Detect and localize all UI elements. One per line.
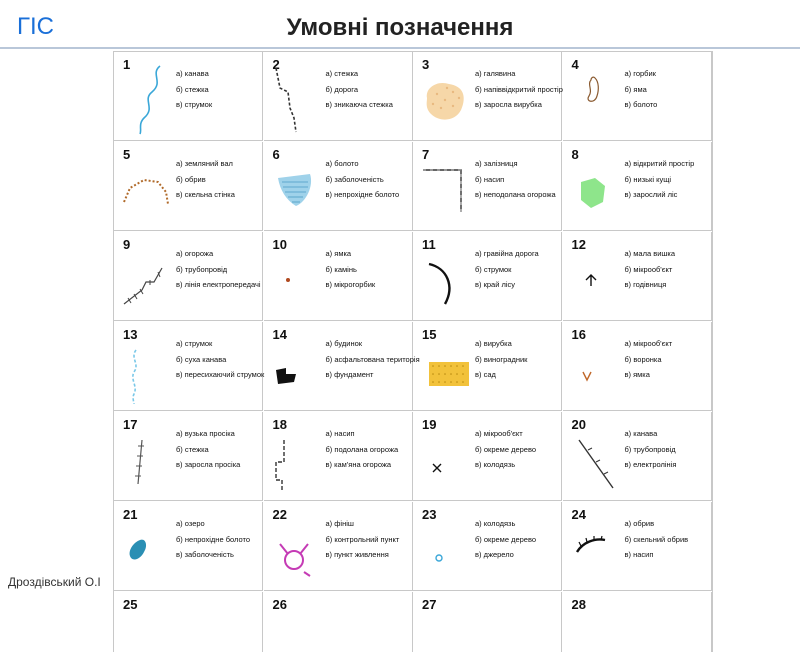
legend-description: [326, 247, 376, 294]
legend-item-label: б) заболоченість: [325, 174, 384, 184]
legend-item-label: б) трубопровід: [624, 444, 676, 454]
cliff-icon: [569, 512, 621, 587]
legend-item-label: в) сад: [475, 370, 496, 379]
legend-item-label: б) струмок: [475, 264, 512, 274]
legend-item-label: б) дорога: [325, 84, 359, 94]
legend-cell: [413, 142, 562, 231]
legend-description: [625, 247, 676, 294]
legend-cell: [264, 592, 413, 652]
legend-cell: [114, 502, 263, 591]
legend-number: 27: [422, 597, 437, 612]
legend-item-label: б) стежка: [176, 84, 209, 94]
legend-cell: [413, 232, 562, 321]
legend-cell: [563, 142, 712, 231]
legend-cell: [114, 232, 263, 321]
legend-cell: [413, 412, 562, 501]
legend-number: 21: [123, 507, 138, 522]
legend-item-label: а) огорожа: [176, 249, 214, 258]
legend-description: [475, 337, 527, 384]
legend-number: 22: [272, 507, 287, 522]
legend-item-label: б) скельний обрив: [624, 534, 689, 544]
well-icon: [419, 512, 471, 587]
legend-description: [475, 247, 539, 294]
knoll-dot-icon: [270, 242, 322, 317]
legend-cell: [114, 412, 263, 501]
legend-item-label: в) годівниця: [624, 280, 667, 289]
legend-description: [176, 427, 240, 474]
legend-description: [625, 67, 658, 114]
legend-cell: [114, 142, 263, 231]
legend-number: 24: [571, 507, 586, 522]
legend-number: 5: [123, 147, 131, 162]
legend-item-label: а) горбик: [624, 69, 656, 78]
legend-item-label: а) струмок: [176, 339, 213, 348]
legend-item-label: в) джерело: [475, 550, 514, 559]
legend-item-label: б) мікрооб'єкт: [624, 264, 673, 274]
legend-number: 16: [571, 327, 586, 342]
legend-description: [326, 67, 393, 114]
gis-label: ГІС: [17, 13, 54, 40]
symbol-icon: [569, 602, 621, 652]
legend-number: 13: [123, 327, 138, 342]
legend-number: 19: [422, 417, 437, 432]
building-icon: [270, 332, 322, 407]
open-area-icon: [569, 152, 621, 227]
legend-description: [475, 157, 556, 204]
legend-description: [475, 67, 563, 114]
legend-item-label: б) яма: [624, 84, 647, 94]
legend-item-label: в) зникаюча стежка: [325, 100, 393, 109]
legend-item-label: в) край лісу: [475, 280, 516, 289]
legend-cell: [563, 322, 712, 411]
legend-item-label: в) колодязь: [475, 460, 516, 469]
legend-item-label: а) фініш: [325, 519, 354, 528]
legend-item-label: б) камінь: [325, 264, 357, 274]
legend-cell: [413, 502, 562, 591]
fence-line-icon: [120, 242, 172, 317]
legend-item-label: в) насип: [624, 550, 654, 559]
page-title: Умовні позначення: [286, 14, 514, 41]
earth-wall-icon: [120, 152, 172, 227]
legend-item-label: а) мікрооб'єкт: [475, 429, 523, 438]
finish-icon: [270, 512, 322, 587]
legend-description: [176, 67, 212, 114]
legend-cell: [264, 232, 413, 321]
legend-item-label: в) кам'яна огорожа: [325, 460, 392, 469]
legend-cell: [563, 52, 712, 141]
legend-item-label: а) ямка: [325, 249, 352, 258]
symbol-icon: [419, 602, 471, 652]
legend-grid: [113, 51, 713, 652]
legend-item-label: а) стежка: [325, 69, 359, 78]
legend-description: [326, 517, 400, 564]
legend-number: 26: [272, 597, 287, 612]
legend-number: 12: [571, 237, 586, 252]
legend-item-label: а) канава: [176, 69, 209, 78]
legend-cell: [563, 412, 712, 501]
legend-item-label: б) воронка: [624, 354, 662, 364]
legend-number: 28: [571, 597, 586, 612]
legend-item-label: а) насип: [325, 429, 355, 438]
author-name: Дроздівський О.І: [8, 575, 101, 589]
legend-item-label: в) електролінія: [624, 460, 677, 469]
orchard-icon: [419, 332, 471, 407]
legend-cell: [264, 52, 413, 141]
legend-item-label: в) ямка: [624, 370, 650, 379]
railway-icon: [419, 152, 471, 227]
legend-description: [625, 427, 677, 474]
legend-item-label: а) гравійна дорога: [475, 249, 539, 258]
legend-item-label: в) пересихаючий струмок: [176, 370, 265, 379]
legend-number: 9: [123, 237, 131, 252]
legend-description: [625, 157, 695, 204]
legend-item-label: в) болото: [624, 100, 658, 109]
legend-item-label: в) заросла просіка: [176, 460, 241, 469]
legend-number: 2: [272, 57, 280, 72]
legend-cell: [114, 592, 263, 652]
dry-canal-icon: [120, 332, 172, 407]
forest-edge-icon: [419, 242, 471, 317]
legend-item-label: а) мікрооб'єкт: [624, 339, 673, 348]
legend-item-label: в) непрохідне болото: [325, 190, 400, 199]
legend-number: 25: [123, 597, 138, 612]
legend-item-label: в) скельна стінка: [176, 190, 235, 199]
legend-cell: [413, 592, 562, 652]
legend-description: [176, 337, 264, 384]
legend-item-label: а) залізниця: [475, 159, 518, 168]
legend-cell: [114, 52, 263, 141]
legend-cell: [563, 502, 712, 591]
legend-description: [326, 337, 420, 384]
legend-item-label: б) напіввідкритий простір: [475, 84, 563, 94]
legend-item-label: а) обрив: [624, 519, 655, 528]
legend-item-label: в) мікрогорбик: [325, 280, 376, 289]
power-line-icon: [569, 422, 621, 497]
legend-number: 4: [571, 57, 579, 72]
legend-item-label: б) контрольний пункт: [325, 534, 400, 544]
legend-item-label: б) окреме дерево: [475, 444, 537, 454]
legend-item-label: в) фундамент: [325, 370, 374, 379]
legend-item-label: а) вузька просіка: [176, 429, 235, 438]
legend-item-label: а) відкритий простір: [624, 159, 695, 168]
hill-pit-icon: [569, 62, 621, 137]
legend-item-label: в) неподолана огорожа: [475, 190, 556, 199]
legend-number: 10: [272, 237, 287, 252]
stone-fence-icon: [270, 422, 322, 497]
legend-cell: [264, 412, 413, 501]
legend-number: 14: [272, 327, 287, 342]
legend-item-label: а) будинок: [325, 339, 363, 348]
legend-cell: [413, 52, 562, 141]
legend-item-label: в) струмок: [176, 100, 213, 109]
legend-item-label: а) галявина: [475, 69, 516, 78]
legend-item-label: б) окреме дерево: [475, 534, 537, 544]
legend-cell: [114, 322, 263, 411]
legend-cell: [264, 322, 420, 411]
cross-mark-icon: [419, 422, 471, 497]
narrow-ride-icon: [120, 422, 172, 497]
legend-number: 6: [272, 147, 280, 162]
legend-item-label: а) земляний вал: [176, 159, 233, 168]
legend-number: 23: [422, 507, 437, 522]
legend-item-label: а) колодязь: [475, 519, 516, 528]
symbol-icon: [120, 602, 172, 652]
legend-item-label: а) мала вишка: [624, 249, 676, 258]
legend-item-label: а) вирубка: [475, 339, 512, 348]
legend-cell: [264, 142, 413, 231]
title-divider: [0, 47, 800, 49]
legend-item-label: б) стежка: [176, 444, 209, 454]
legend-cell: [413, 322, 562, 411]
legend-number: 20: [571, 417, 586, 432]
legend-item-label: в) заболоченість: [176, 550, 234, 559]
legend-cell: [264, 502, 413, 591]
legend-item-label: б) непрохідне болото: [176, 534, 250, 544]
legend-number: 17: [123, 417, 138, 432]
legend-item-label: б) трубопровід: [176, 264, 228, 274]
clearing-icon: [419, 62, 471, 137]
legend-item-label: в) лінія електропередачі: [176, 280, 261, 289]
legend-number: 15: [422, 327, 437, 342]
legend-item-label: б) низькі кущі: [624, 174, 672, 184]
path-road-icon: [270, 62, 322, 137]
legend-number: 11: [422, 237, 436, 252]
crater-icon: [569, 332, 621, 407]
legend-description: [625, 517, 689, 564]
legend-description: [176, 247, 261, 294]
legend-item-label: в) пункт живлення: [325, 550, 389, 559]
legend-item-label: а) канава: [624, 429, 658, 438]
legend-cell: [563, 592, 712, 652]
legend-description: [475, 517, 536, 564]
legend-item-label: б) насип: [475, 174, 505, 184]
legend-number: 18: [272, 417, 287, 432]
legend-item-label: б) подолана огорожа: [325, 444, 399, 454]
legend-number: 7: [422, 147, 430, 162]
legend-description: [475, 427, 536, 474]
legend-number: 8: [571, 147, 579, 162]
legend-item-label: б) виноградник: [475, 354, 528, 364]
small-tower-icon: [569, 242, 621, 317]
legend-description: [625, 337, 673, 384]
legend-item-label: а) озеро: [176, 519, 205, 528]
symbol-icon: [270, 602, 322, 652]
legend-item-label: а) болото: [325, 159, 359, 168]
legend-description: [176, 157, 235, 204]
lake-icon: [120, 512, 172, 587]
legend-item-label: б) суха канава: [176, 354, 227, 364]
legend-item-label: в) заросла вирубка: [475, 100, 542, 109]
legend-item-label: в) зарослий ліс: [624, 190, 678, 199]
canal-stream-icon: [120, 62, 172, 137]
legend-item-label: б) обрив: [176, 174, 206, 184]
legend-description: [326, 157, 400, 204]
legend-item-label: б) асфальтована територія: [325, 354, 420, 364]
legend-description: [176, 517, 250, 564]
legend-description: [326, 427, 399, 474]
swamp-icon: [270, 152, 322, 227]
legend-number: 3: [422, 57, 430, 72]
legend-cell: [563, 232, 712, 321]
legend-number: 1: [123, 57, 131, 72]
